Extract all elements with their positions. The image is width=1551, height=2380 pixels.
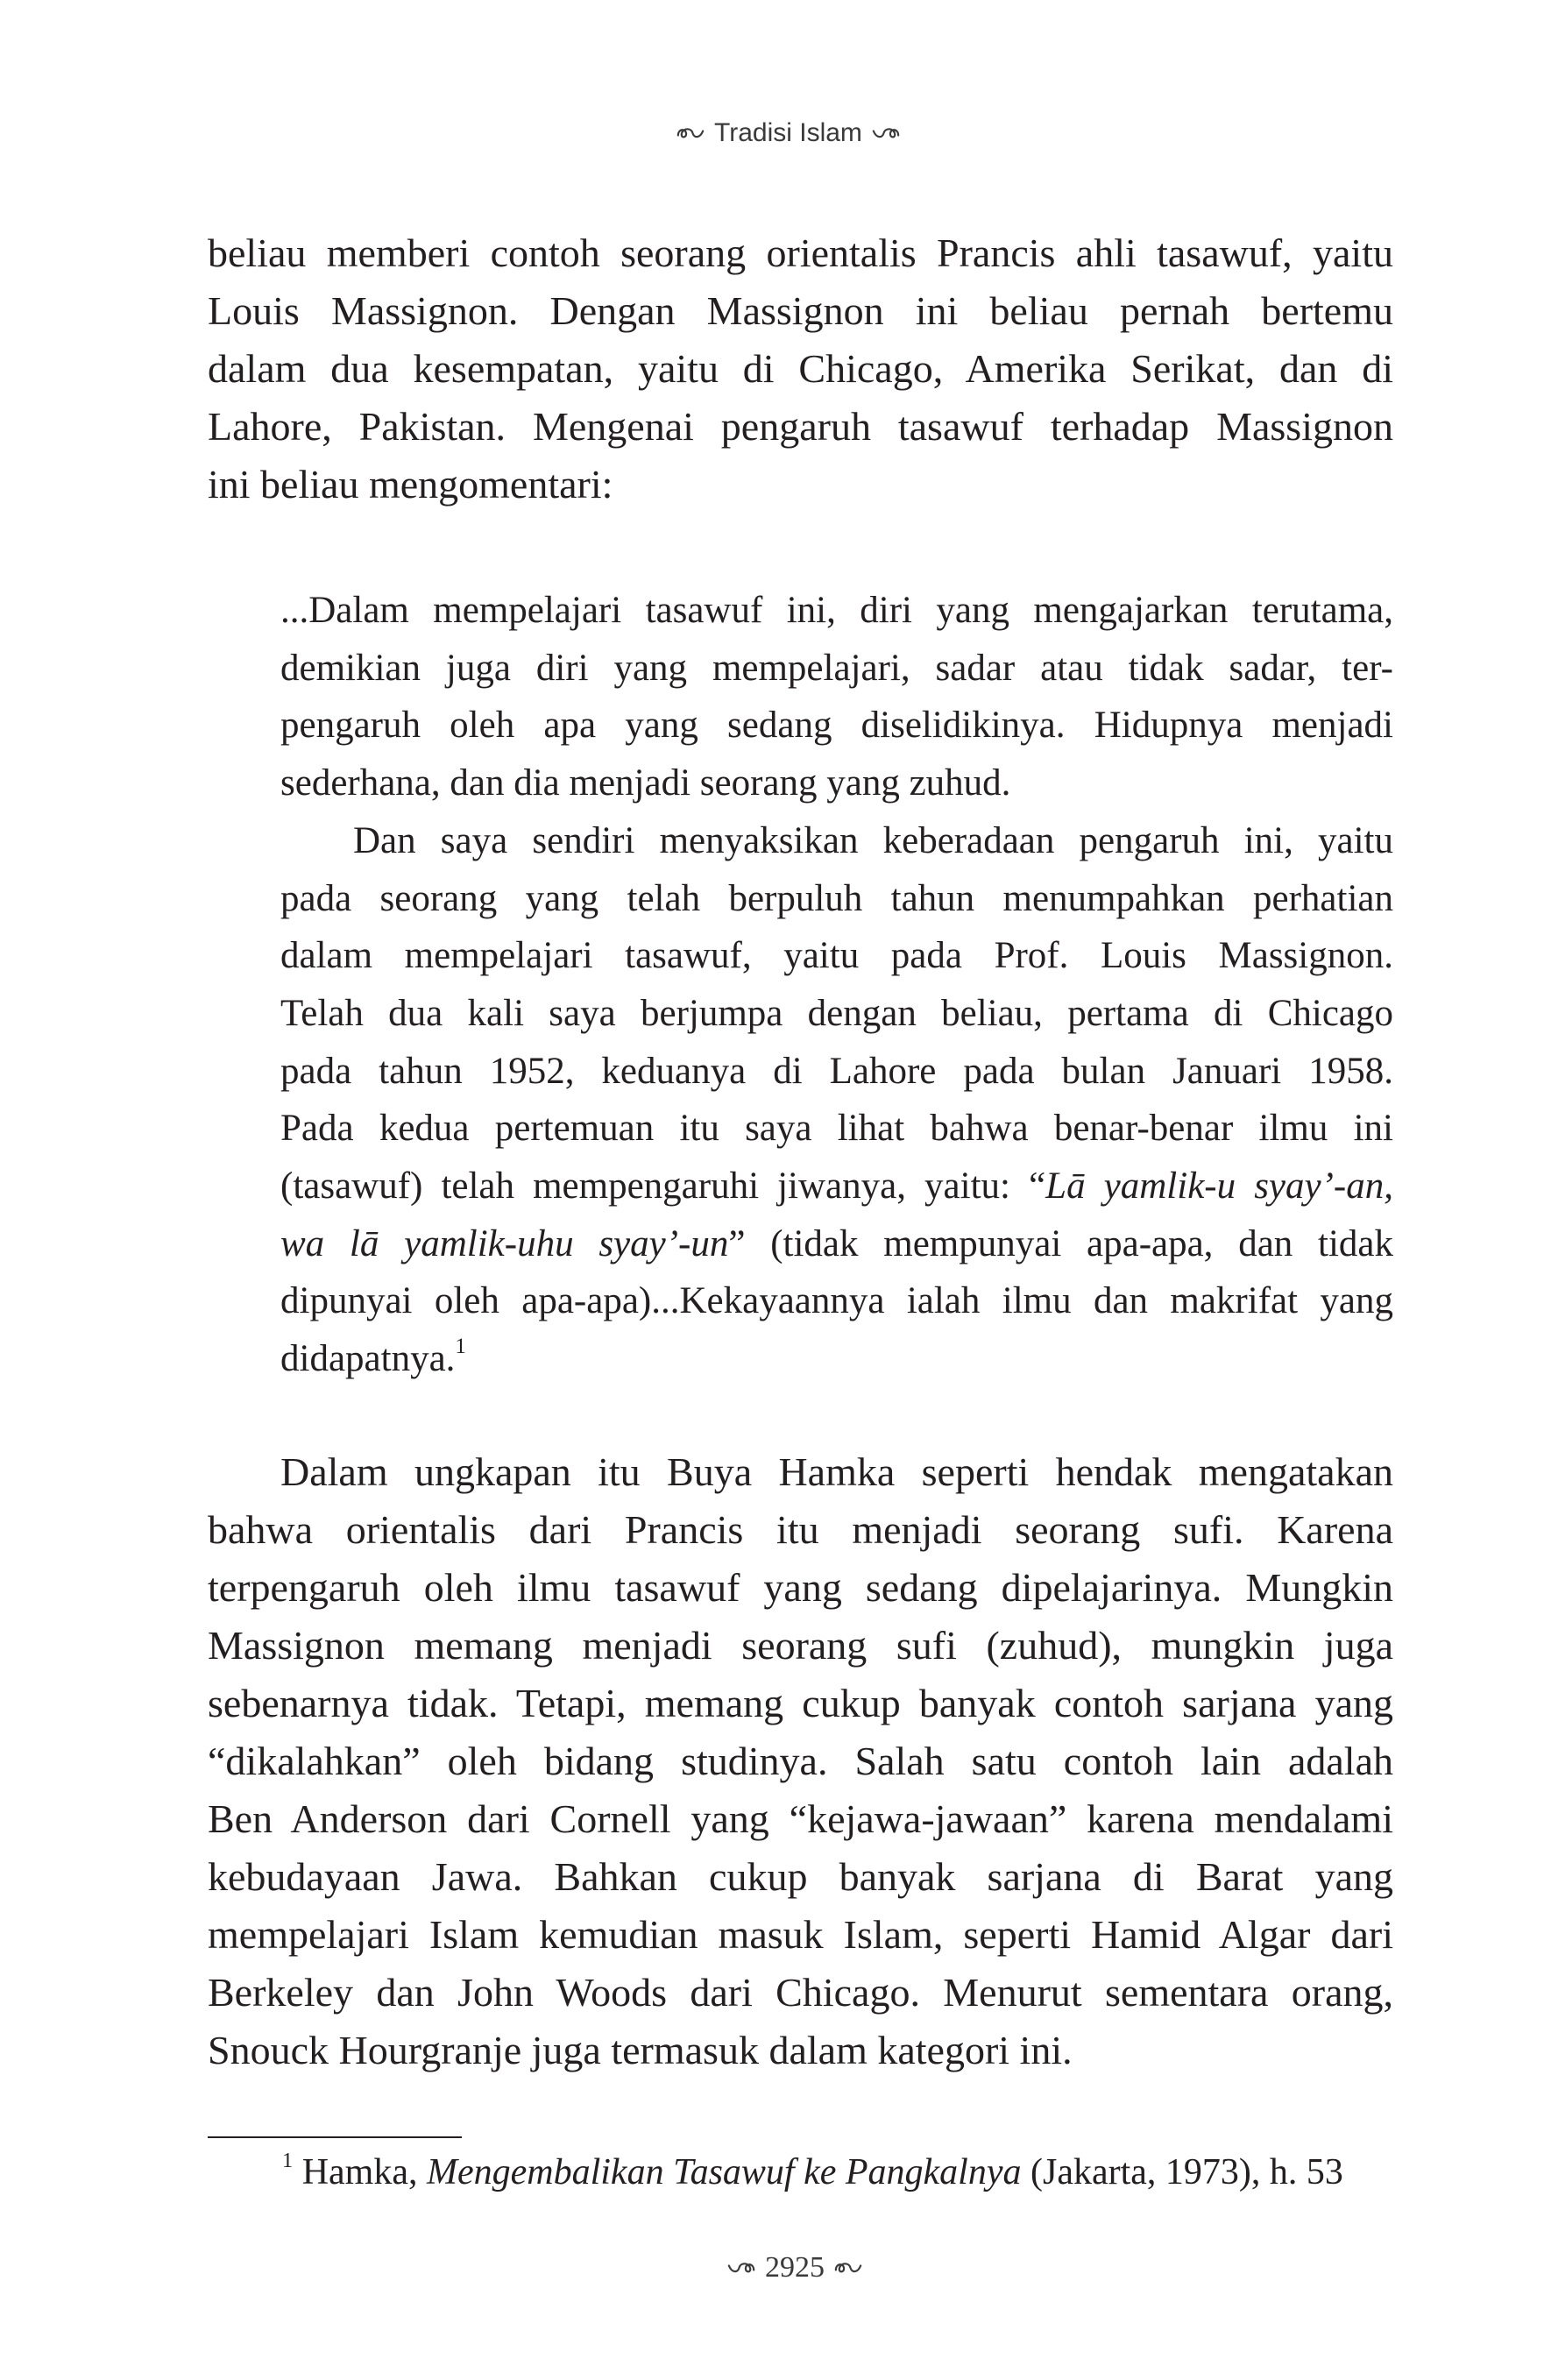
body-line: dalam dua kesempatan, yaitu di Chicago, Amerika Serikat, dan di <box>208 346 1393 391</box>
quote-line: dalam mempelajari tasawuf, yaitu pada Prof. Louis Massignon. <box>280 935 1393 977</box>
body-line: Louis Massignon. Dengan Massignon ini beliau pernah bertemu <box>208 288 1393 333</box>
running-head-title: Tradisi Islam <box>714 118 862 147</box>
body-line: Dalam ungkapan itu Buya Hamka seperti hendak mengatakan <box>280 1449 1393 1494</box>
quote-line: pada seorang yang telah berpuluh tahun menumpahkan perhatian <box>280 877 1393 919</box>
quote-line: Pada kedua pertemuan itu saya lihat bahwa benar-benar ilmu ini <box>280 1108 1393 1150</box>
body-line: sebenarnya tidak. Tetapi, memang cukup banyak contoh sarjana yang <box>208 1681 1393 1725</box>
body-line: Berkeley dan John Woods dari Chicago. Menurut sementara orang, <box>208 1970 1393 2015</box>
body-line: Lahore, Pakistan. Mengenai pengaruh tasawuf terhadap Massignon <box>208 404 1393 449</box>
body-line: terpengaruh oleh ilmu tasawuf yang sedang dipelajarinya. Mungkin <box>208 1565 1393 1610</box>
footnote-title: Mengembalikan Tasawuf ke Pangkalnya <box>426 2152 1022 2192</box>
body-line: kebudayaan Jawa. Bahkan cukup banyak sarjana di Barat yang <box>208 1854 1393 1899</box>
footnote-reference: 1 <box>455 1335 466 1359</box>
quote-line: demikian juga diri yang mempelajari, sadar atau tidak sadar, ter- <box>280 647 1393 689</box>
body-line: Ben Anderson dari Cornell yang “kejawa-jawaan” karena mendalami <box>208 1796 1393 1841</box>
running-head <box>676 115 901 152</box>
fleuron-icon <box>833 2259 863 2277</box>
footnote <box>282 2150 1343 2194</box>
body-line: Snouck Hourgranje juga termasuk dalam kategori ini. <box>208 2028 1073 2072</box>
quote-line: Dan saya sendiri menyaksikan keberadaan pengaruh ini, yaitu <box>353 819 1393 861</box>
footnote-author: Hamka, <box>301 2152 418 2192</box>
quote-text: didapatnya. <box>280 1338 456 1380</box>
quote-line <box>280 1158 1393 1215</box>
quote-line: pada tahun 1952, keduanya di Lahore pada bulan Januari 1958. <box>280 1050 1393 1092</box>
quote-line: dipunyai oleh apa-apa)...Kekayaannya ialah ilmu dan makrifat yang <box>280 1280 1393 1322</box>
quote-line: ...Dalam mempelajari tasawuf ini, diri yang mengajarkan terutama, <box>280 590 1393 631</box>
fleuron-icon <box>676 124 705 142</box>
body-line: bahwa orientalis dari Prancis itu menjadi seorang sufi. Karena <box>208 1507 1393 1552</box>
footnote-details: (Jakarta, 1973), h. 53 <box>1030 2152 1343 2192</box>
body-line: mempelajari Islam kemudian masuk Islam, seperti Hamid Algar dari <box>208 1912 1393 1957</box>
quote-line <box>280 1215 1393 1273</box>
body-line: ini beliau mengomentari: <box>208 462 613 506</box>
italic-phrase: Lā yamlik-u syay’-an, <box>1045 1165 1393 1208</box>
quote-line <box>280 1330 1393 1388</box>
fleuron-icon <box>726 2259 756 2277</box>
page-number-value: 2925 <box>765 2251 825 2284</box>
body-line: Massignon memang menjadi seorang sufi (zuhud), mungkin juga <box>208 1623 1393 1668</box>
italic-phrase: wa lā yamlik-uhu syay’-un <box>280 1222 729 1264</box>
footnote-divider <box>208 2136 462 2138</box>
body-paragraph <box>208 224 1393 514</box>
quote-line: pengaruh oleh apa yang sedang diselidikinya. Hidupnya menjadi <box>280 705 1393 747</box>
quote-line: Telah dua kali saya berjumpa dengan beliau, pertama di Chicago <box>280 992 1393 1034</box>
quote-line: sederhana, dan dia menjadi seorang yang zuhud. <box>280 762 1011 804</box>
body-line: “dikalahkan” oleh bidang studinya. Salah satu contoh lain adalah <box>208 1739 1393 1783</box>
footnote-marker: 1 <box>282 2148 294 2172</box>
body-paragraph <box>208 1443 1393 2079</box>
block-quote <box>280 582 1393 1388</box>
page-number <box>726 2249 863 2287</box>
fleuron-icon <box>871 124 901 142</box>
quote-text: ” (tidak mempunyai apa-apa, dan tidak <box>728 1222 1394 1264</box>
quote-text: (tasawuf) telah mempengaruhi jiwanya, yaitu: “ <box>280 1165 1046 1208</box>
body-line: beliau memberi contoh seorang orientalis Prancis ahli tasawuf, yaitu <box>208 230 1393 275</box>
